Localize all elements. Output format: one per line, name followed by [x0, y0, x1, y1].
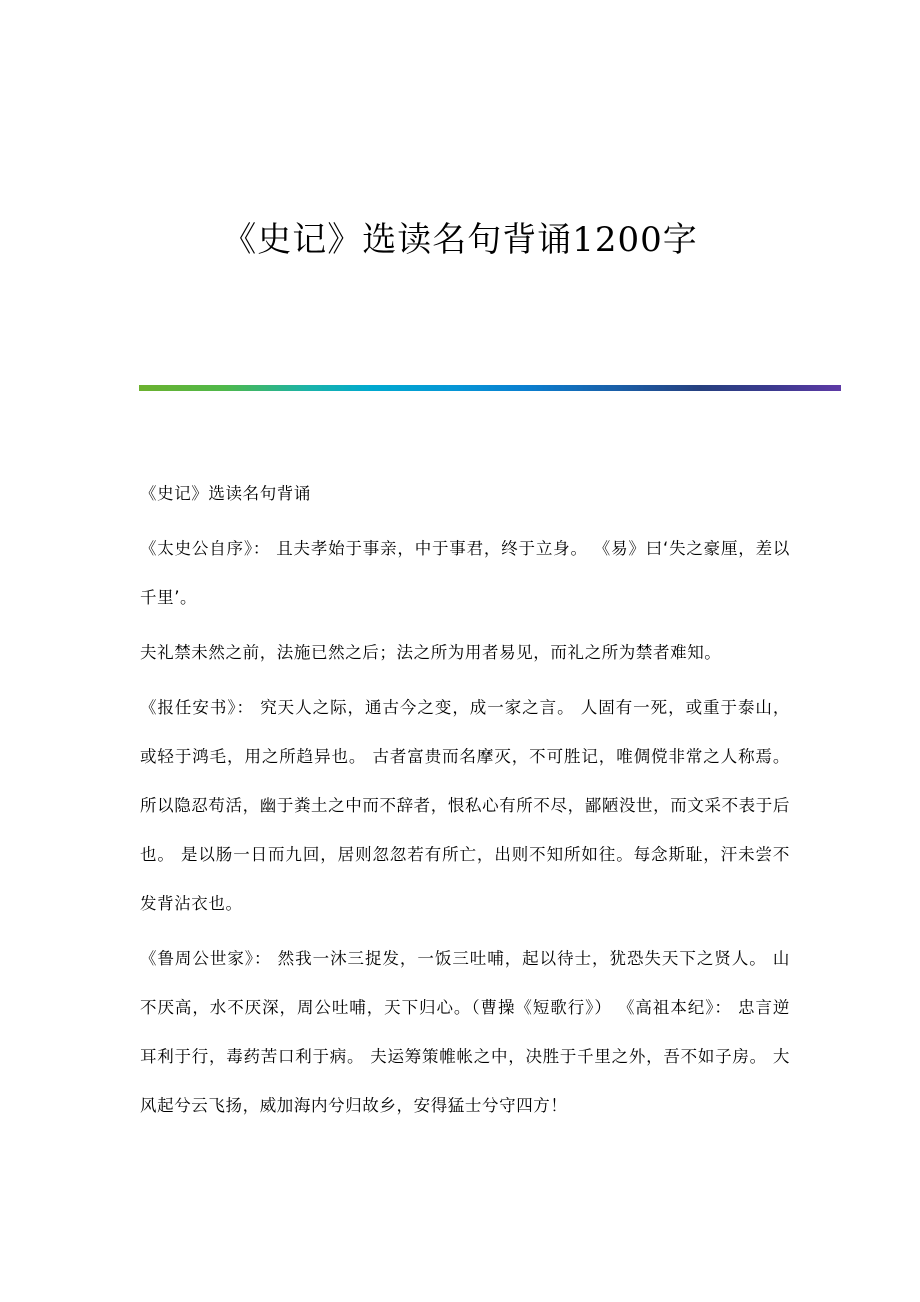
document-title: 《史记》选读名句背诵1200字 — [222, 220, 698, 260]
gradient-divider — [139, 385, 841, 391]
section-heading: 《史记》选读名句背诵 — [140, 484, 311, 503]
paragraph-lu-zhougong-shijia: 《鲁周公世家》： 然我一沐三捉发，一饭三吐哺，起以待士，犹恐失天下之贤人。 山不厌高，水不厌深，周公吐哺，天下归心。（曹操《短歌行》） 《高祖本纪》： 忠言逆耳利于行，毒药苦口利于病。 夫运筹策帷帐之中，决胜于千里之外，吾不如子房。 大风起兮云飞扬，威加海内兮归故乡，安得猛士兮守四方！ — [140, 949, 790, 1115]
paragraph-taishigong-zixu: 《太史公自序》： 且夫孝始于事亲，中于事君，终于立身。 《易》曰‘失之豪厘，差以千里’。 — [140, 539, 790, 607]
paragraph-li-fa: 夫礼禁未然之前，法施已然之后；法之所为用者易见，而礼之所为禁者难知。 — [140, 643, 722, 662]
paragraph-bao-ren-an-shu: 《报任安书》： 究天人之际，通古今之变，成一家之言。 人固有一死，或重于泰山，或轻于鸿毛，用之所趋异也。 古者富贵而名摩灭，不可胜记，唯倜傥非常之人称焉。 所以隐忍苟活，幽于粪土之中而不辞者，恨私心有所不尽，鄙陋没世，而文采不表于后也。 是以肠一日而九回，居则忽忽若有所亡，出则不知所如往。每念斯耻，汗未尝不发背沾衣也。 — [140, 698, 790, 913]
document-body — [140, 469, 790, 1130]
